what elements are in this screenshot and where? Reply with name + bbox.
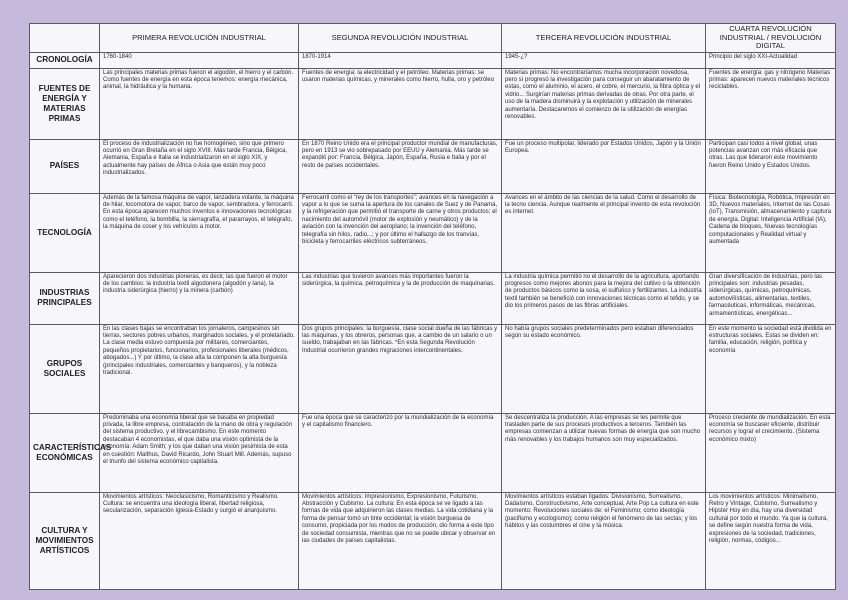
row-label-caracteristicas: CARACTERÍSTICAS ECONÓMICAS: [30, 413, 100, 492]
cell-grupos-2: Dos grupos principales: la burguesía, clase social dueña de las fábricas y las máquinas, y los obreros, personas que, a cambio de un salario o un sueldo, trabajaban en las fábricas. *En esta Segunda Revolución Industrial ocurrieron grandes migraciones intercontinentales.: [299, 324, 502, 413]
row-label-paises: PAÍSES: [30, 139, 100, 193]
cell-paises-3: Fue un proceso multipolar, liderado por Estados Unidos, Japón y la Unión Europea.: [502, 139, 706, 193]
cell-industrias-1: Aparecieron dos industrias pioneras, es decir, las que fueron el motor de los cambios: la industria textil algodonera (algodón y lana), la industria siderúrgica (hierro) y la minera (carbón): [100, 272, 299, 324]
cell-industrias-2: Las industrias que tuvieron avances más importantes fueron la siderúrgica, la química, petroquímica y la de producción de maquinarias.: [299, 272, 502, 324]
cell-grupos-1: En las clases bajas se encontraban los jornaleros, campesinos sin tierras, sectores pobres urbanos, marginados sociales, y el proletariado. La clase media estuvo compuesta por militares, comerciantes, pequeños propietarios, funcionarios, profesionales liberales (médicos, abogados...) Y por último, la clase alta la componen la alta burguesía (principales industriales, comerciantes y banqueros), y la nobleza tradicional.: [100, 324, 299, 413]
cell-tecnologia-3: Avances en el ámbito de las ciencias de la salud. Como el desarrollo de la tecno ciencia. Aunque realmente el principal invento de esta revolución es internet.: [502, 193, 706, 272]
row-label-cronologia: CRONOLOGÍA: [30, 52, 100, 68]
row-label-tecnologia: TECNOLOGÍA: [30, 193, 100, 272]
row-cultura: [30, 492, 836, 589]
cell-cronologia-4: Principio del siglo XXI-Actualidad: [706, 52, 836, 68]
cell-caracteristicas-3: Se descentraliza la producción. A las empresas se les permite que trasladen parte de sus procesos productivos a terceros. También las empresas comienzan a utilizar nuevas formas de energía que son mucho más renovables y los trabajos humanos son muy especializados.: [502, 413, 706, 492]
row-grupos-sociales: [30, 324, 836, 413]
cell-fuentes-2: Fuentes de energía: la electricidad y el petróleo. Materias primas: se usaron materias químicas, y minerales como hierro, hulla, oro y petróleo: [299, 68, 502, 139]
cell-industrias-3: La industria química permitió no el desarrollo de la agricultura, aportando progresos como mejores abonos para la mejora del cultivo o la obtención de productos básicos como la sosa, el sulfúrico y fertilizantes. La industria textil también se benefició con innovaciones técnicas como el tefido, y se dio los primeros pasos de las fibras artificiales.: [502, 272, 706, 324]
row-label-industrias: INDUSTRIAS PRINCIPALES: [30, 272, 100, 324]
industrial-revolutions-table: [29, 23, 836, 590]
header-fourth-revolution: CUARTA REVOLUCIÓN INDUSTRIAL / REVOLUCIÓN DIGITAL: [706, 24, 836, 53]
header-third-revolution: TERCERA REVOLUCIÓN INDUSTRIAL: [502, 24, 706, 53]
cell-tecnologia-1: Además de la famosa máquina de vapor, lanzadera volante, la máquina de hilar, locomotora de vapor, barco de vapor, sembradora, y ferrocarril. En esta época aparecen muchos inventos e innovaciones tecnológicas como el teléfono, la bombilla, la sierragrafía, el pararrayos, el telégrafo, la máquina de coser y los vehículos a motor.: [100, 193, 299, 272]
cell-caracteristicas-1: Predominaba una economía liberal que se basaba en propiedad privada, la libre empresa, contratación de la mano de obra y regulación del sistema productivo, y el librecambismo. En este momento destacaban 4 economistas, el que daba una visión optimista de la economía: Adam Smith; y los que daban una visión pesimista de esta en cuestión: Malthus, David Ricardo, John Stuart Mill. Además, supuso el triunfo del sistema económico capitalista.: [100, 413, 299, 492]
row-tecnologia: [30, 193, 836, 272]
cell-fuentes-4: Fuentes de energía: gas y nitrógeno Materias primas: aparecen nuevos materiales técnicos reciclables.: [706, 68, 836, 139]
row-paises: [30, 139, 836, 193]
cell-paises-2: En 1870 Reino Unido era el principal productor mundial de manufacturas, pero en 1913 se vio sobrepasado por EEUU y Alemania. Más tarde se expandió por: Francia, Bélgica, Japón, España, Rusia e Italia y por el resto de países occidentales.: [299, 139, 502, 193]
header-corner: [30, 24, 100, 53]
row-fuentes-energia: [30, 68, 836, 139]
cell-cultura-4: Los movimientos artísticos: Minimalismo, Retro y Vintage, Cubismo, Surrealismo y Hipster Hoy en día, hay una diversidad cultural por todo el mundo. Ya que la cultura, se define según nuestra forma de vida, expresiones de la sociedad, tradiciones, religión, normas, códigos...: [706, 492, 836, 589]
cell-cronologia-1: 1760-1840: [100, 52, 299, 68]
cell-fuentes-3: Materias primas: No encontraríamos mucha incorporación novedosa, pero sí progresó la investigación para conseguir un abaratamiento de estas, como el aluminio, el acero, el cobre, el mercurio, la fibra óptica y el vidrio... Surgirían materias primas derivadas de otras. Por otra parte, el uso de la madera disminuirá y la explotación y utilización de minerales aumentaría. Destacaremos el comienzo de la utilización de energías renovables.: [502, 68, 706, 139]
cell-caracteristicas-2: Fue una época que se caracterizó por la mundialización de la economía y el capitalismo financiero.: [299, 413, 502, 492]
header-row: [30, 24, 836, 53]
cell-cronologia-3: 1945-¿?: [502, 52, 706, 68]
cell-cultura-1: Movimientos artísticos: Neoclasicismo, Romanticismo y Realismo. Cultura: se encuentra una ideología liberal, libertad religiosa, secularización, separación Iglesia-Estado y surgió el anarquismo.: [100, 492, 299, 589]
cell-fuentes-1: Las principales materias primas fueron el algodón, el hierro y el carbón. Como fuentes de energía en esta época tenemos: energía mecánica, animal, la hidráulica y la humana.: [100, 68, 299, 139]
header-second-revolution: SEGUNDA REVOLUCIÓN INDUSTRIAL: [299, 24, 502, 53]
cell-grupos-3: No había grupos sociales predeterminados pero estaban diferenciados según su estado económico.: [502, 324, 706, 413]
cell-industrias-4: Gran diversificación de industrias, pero las principales son: industrias pesadas, siderúrgicas, químicas, petroquímicas, automovilísticas, alimentarias, textiles, farmacéuticas, informáticas, mecánicas, armamentísticas, energéticas...: [706, 272, 836, 324]
cell-grupos-4: En este momento la sociedad está dividida en estructuras sociales. Estas se dividen en: familia, educación, religión, política y economía: [706, 324, 836, 413]
row-label-fuentes-energia: FUENTES DE ENERGÍA Y MATERIAS PRIMAS: [30, 68, 100, 139]
cell-tecnologia-4: Física: Biotecnología, Robótica, Impresión en 3D, Nuevos materiales, Internet de las Cosas (IoT), Transmisión, almacenamiento y captura de energía. Digital: Inteligencia Artificial (IA), Cadena de bloques, Nuevas tecnologías computacionales y Realidad virtual y aumentada: [706, 193, 836, 272]
cell-paises-1: El proceso de industrialización no fue homogéneo, sino que primero ocurrió en Gran Bretaña en el siglo XVIII. Más tarde Francia, Bélgica, Alemania, España e Italia se industrializaron en el siglo XIX, y actualmente hay países de África o Asia que están muy poco industrializados.: [100, 139, 299, 193]
row-cronologia: [30, 52, 836, 68]
cell-tecnologia-2: Ferrocarril como el "rey de los transportes"; avances en la navegación a vapor a lo que se suma la apertura de los canales de Suez y de Panamá, y la refrigeración que permitió el transporte de carne y otros productos; el nacimiento del automóvil (motor de explosión y neumático) y de la aviación con la invención del aeroplano; la invención del teléfono, telegrafía sin hilos, radio...; y por último el hallazgo de los tranvías, bicicleta y ferrocarriles eléctricos subterráneos.: [299, 193, 502, 272]
row-label-cultura: CULTURA Y MOVIMIENTOS ARTÍSTICOS: [30, 492, 100, 589]
row-caracteristicas: [30, 413, 836, 492]
row-industrias: [30, 272, 836, 324]
cell-cultura-2: Movimientos artísticos: Impresionismo, Expresionismo, Futurismo, Abstracción y Cubismo. La cultura: En esta época se ve ligado a las formas de vida que adquirieron las clases medias. La vida cotidiana y la forma de pensar tomó un tinte occidental; la visión burguesa de consumo, propiciada por los modos de producción, dio forma a este tipo de sociedad consumista, mientras que no se puede ubicar y observar en las ciudades de países capitalistas.: [299, 492, 502, 589]
cell-paises-4: Participan casi todos a nivel global, unas potencias avanzan con más eficacia que otras. Las que lideraron este movimiento fueron Reino Unido y Estados Unidos.: [706, 139, 836, 193]
header-first-revolution: PRIMERA REVOLUCIÓN INDUSTRIAL: [100, 24, 299, 53]
cell-cronologia-2: 1870-1914: [299, 52, 502, 68]
comparison-table-sheet: [29, 23, 835, 590]
row-label-grupos-sociales: GRUPOS SOCIALES: [30, 324, 100, 413]
cell-cultura-3: Movimientos artísticos estaban ligados: Divisionismo, Surrealismo, Dadaísmo, Constructivismo, Arte conceptual, Arte Pop La cultura en este momento: Revoluciones sociales de: el Feminismo; como ideología (pacifismo y ecologismo); como religión el fenómeno de las sectas; y los hábitos y las costumbres el cine y la música.: [502, 492, 706, 589]
cell-caracteristicas-4: Proceso creciente de mundialización. En esta economía se buscaser eficiente, distribuir recursos y lograr el crecimiento. (Sistema económico mixto): [706, 413, 836, 492]
